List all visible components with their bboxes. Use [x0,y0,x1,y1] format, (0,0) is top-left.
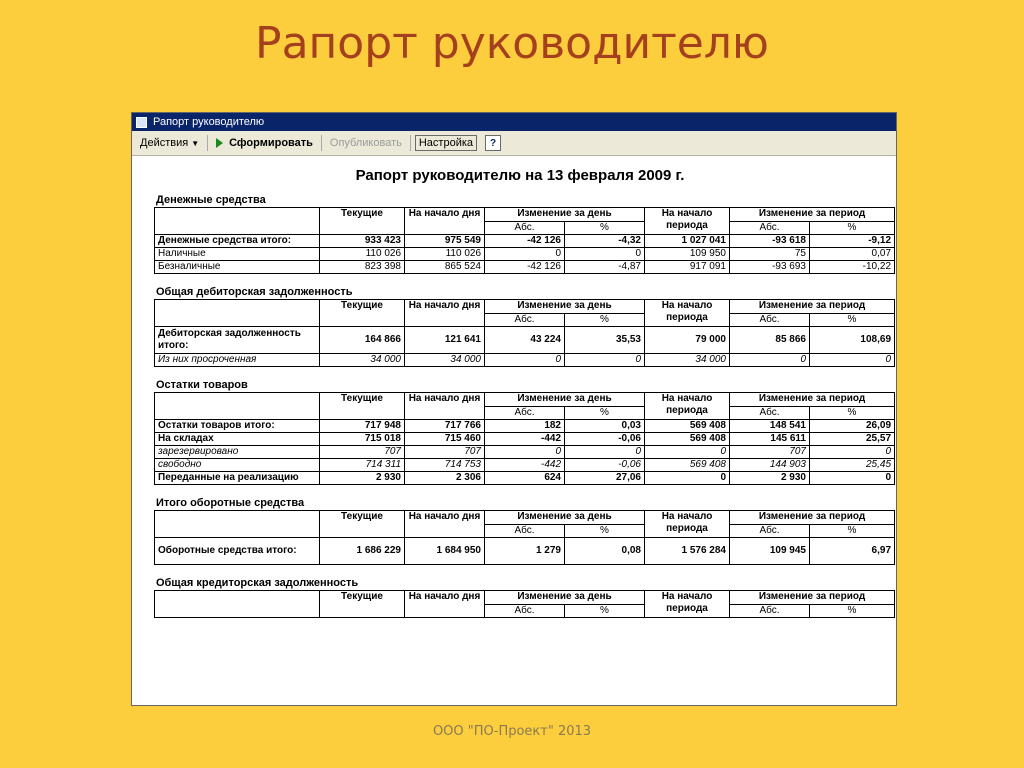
table-cell: 0 [810,446,895,459]
table-cell: -0,06 [565,433,645,446]
actions-menu[interactable] [136,135,203,151]
header-abs: Абс. [730,524,810,538]
table-row [155,235,895,248]
header-change-day: Изменение за день [485,511,645,525]
header-current: Текущие [320,511,405,538]
table-cell: 35,53 [565,327,645,354]
header-row [155,393,895,407]
header-current: Текущие [320,300,405,327]
header-period-start: На начало периода [645,208,730,235]
row-label: Денежные средства итого: [155,235,320,248]
table-cell: 569 408 [645,459,730,472]
table-cell: 0 [485,446,565,459]
table-cell: 975 549 [405,235,485,248]
table-cell: 569 408 [645,420,730,433]
settings-button[interactable]: Настройка [415,135,477,151]
table-cell: 110 026 [320,248,405,261]
row-label: зарезервировано [155,446,320,459]
table-cell: 26,09 [810,420,895,433]
table-cell: 148 541 [730,420,810,433]
table-cell: 34 000 [320,354,405,367]
header-pct: % [810,524,895,538]
table-cell: 0,03 [565,420,645,433]
row-label: Безналичные [155,261,320,274]
header-change-period: Изменение за период [730,393,895,407]
section-title: Итого оборотные средства [156,497,305,509]
table-cell: -4,87 [565,261,645,274]
help-button[interactable]: ? [485,135,501,151]
report-table [154,392,895,485]
table-cell: 0 [645,472,730,485]
report-body [144,157,896,618]
section-gap [144,565,896,577]
header-day-start: На начало дня [405,591,485,618]
toolbar [132,131,896,156]
header-row [155,300,895,314]
table-cell: 43 224 [485,327,565,354]
header-day-start: На начало дня [405,393,485,420]
table-cell: 714 753 [405,459,485,472]
table-cell: -442 [485,433,565,446]
header-period-start: На начало периода [645,300,730,327]
table-row [155,446,895,459]
header-pct: % [810,221,895,235]
section-title: Общая дебиторская задолженность [156,286,353,298]
table-cell: 25,45 [810,459,895,472]
table-cell: 707 [320,446,405,459]
table-cell: 25,57 [810,433,895,446]
header-row [155,591,895,605]
header-period-start: На начало периода [645,591,730,618]
header-change-period: Изменение за период [730,208,895,222]
table-cell: 1 686 229 [320,538,405,565]
header-pct: % [810,406,895,420]
row-label: Из них просроченная [155,354,320,367]
table-cell: 85 866 [730,327,810,354]
header-row [155,511,895,525]
header-change-day: Изменение за день [485,393,645,407]
header-pct: % [565,221,645,235]
table-cell: -442 [485,459,565,472]
table-cell: 0 [645,446,730,459]
header-blank [155,511,320,538]
header-pct: % [565,313,645,327]
table-row [155,248,895,261]
table-cell: 0 [565,354,645,367]
table-row [155,261,895,274]
header-blank [155,208,320,235]
table-cell: -4,32 [565,235,645,248]
header-abs: Абс. [485,406,565,420]
table-cell: 707 [405,446,485,459]
table-cell: 145 611 [730,433,810,446]
table-row [155,459,895,472]
table-cell: 2 306 [405,472,485,485]
table-cell: 0 [485,248,565,261]
report-sections [144,194,896,618]
header-abs: Абс. [730,406,810,420]
report-icon [136,117,147,128]
table-row [155,354,895,367]
table-cell: 717 948 [320,420,405,433]
report-title: Рапорт руководителю на 13 февраля 2009 г. [355,167,685,184]
header-blank [155,393,320,420]
table-cell: -9,12 [810,235,895,248]
table-cell: 717 766 [405,420,485,433]
table-cell: 144 903 [730,459,810,472]
header-abs: Абс. [730,313,810,327]
table-cell: 0 [810,472,895,485]
header-abs: Абс. [485,313,565,327]
table-cell: 109 945 [730,538,810,565]
row-label: Дебиторская задолженность итого: [155,327,320,354]
table-cell: -93 693 [730,261,810,274]
toolbar-divider [410,135,411,151]
table-row [155,420,895,433]
window-title: Рапорт руководителю [153,116,265,128]
header-day-start: На начало дня [405,300,485,327]
table-cell: 1 576 284 [645,538,730,565]
table-cell: 0 [565,446,645,459]
table-cell: 715 018 [320,433,405,446]
header-pct: % [810,604,895,618]
header-change-day: Изменение за день [485,208,645,222]
actions-label: Действия [140,137,189,149]
table-cell: -10,22 [810,261,895,274]
report-table [154,590,895,618]
header-pct: % [810,313,895,327]
table-cell: 1 684 950 [405,538,485,565]
header-pct: % [565,524,645,538]
header-change-period: Изменение за период [730,511,895,525]
header-period-start: На начало периода [645,393,730,420]
table-cell: 714 311 [320,459,405,472]
table-cell: -42 126 [485,261,565,274]
table-cell: 34 000 [405,354,485,367]
publish-button[interactable]: Опубликовать [329,137,402,149]
table-cell: 0 [730,354,810,367]
chevron-down-icon: ▼ [191,138,200,148]
table-cell: 2 930 [730,472,810,485]
row-label: Наличные [155,248,320,261]
header-abs: Абс. [730,221,810,235]
header-row [155,208,895,222]
window-titlebar [132,113,896,131]
table-cell: -93 618 [730,235,810,248]
row-label: свободно [155,459,320,472]
section-title: Общая кредиторская задолженность [156,577,359,589]
row-label: Переданные на реализацию [155,472,320,485]
header-abs: Абс. [485,524,565,538]
header-current: Текущие [320,208,405,235]
header-day-start: На начало дня [405,208,485,235]
play-icon [216,138,223,148]
toolbar-divider [207,135,208,151]
table-cell: -0,06 [565,459,645,472]
table-cell: 2 930 [320,472,405,485]
table-cell: 0 [565,248,645,261]
table-row [155,327,895,354]
table-row [155,433,895,446]
table-cell: 27,06 [565,472,645,485]
section-gap [144,485,896,497]
table-cell: 0,08 [565,538,645,565]
table-cell: 624 [485,472,565,485]
header-blank [155,591,320,618]
table-cell: 164 866 [320,327,405,354]
report-table [154,299,895,367]
header-pct: % [565,406,645,420]
header-blank [155,300,320,327]
table-cell: 108,69 [810,327,895,354]
header-day-start: На начало дня [405,511,485,538]
report-table [154,207,895,274]
table-cell: 109 950 [645,248,730,261]
report-table [154,510,895,565]
header-current: Текущие [320,591,405,618]
slide-title: Рапорт руководителю [255,18,769,69]
form-button[interactable] [212,135,317,151]
section-title: Денежные средства [156,194,266,206]
form-label: Сформировать [229,137,313,149]
table-cell: -42 126 [485,235,565,248]
table-cell: 34 000 [645,354,730,367]
header-change-day: Изменение за день [485,300,645,314]
table-cell: 75 [730,248,810,261]
header-abs: Абс. [485,221,565,235]
row-label: Оборотные средства итого: [155,538,320,565]
section-gap [144,274,896,286]
header-change-period: Изменение за период [730,591,895,605]
row-label: На складах [155,433,320,446]
slide-footer: ООО "ПО-Проект" 2013 [432,724,592,739]
row-label: Остатки товаров итого: [155,420,320,433]
table-cell: 1 027 041 [645,235,730,248]
table-cell: 715 460 [405,433,485,446]
header-current: Текущие [320,393,405,420]
table-cell: 707 [730,446,810,459]
table-cell: 121 641 [405,327,485,354]
section-title: Остатки товаров [156,379,248,391]
report-window [131,112,897,706]
header-change-day: Изменение за день [485,591,645,605]
table-cell: 1 279 [485,538,565,565]
table-row [155,472,895,485]
table-cell: 79 000 [645,327,730,354]
toolbar-divider [321,135,322,151]
header-change-period: Изменение за период [730,300,895,314]
header-abs: Абс. [485,604,565,618]
table-cell: 933 423 [320,235,405,248]
table-cell: 569 408 [645,433,730,446]
table-cell: 0 [810,354,895,367]
table-cell: 823 398 [320,261,405,274]
table-cell: 0,07 [810,248,895,261]
table-cell: 6,97 [810,538,895,565]
section-gap [144,367,896,379]
table-row [155,538,895,565]
table-cell: 0 [485,354,565,367]
header-pct: % [565,604,645,618]
table-cell: 182 [485,420,565,433]
header-abs: Абс. [730,604,810,618]
table-cell: 865 524 [405,261,485,274]
table-cell: 110 026 [405,248,485,261]
header-period-start: На начало периода [645,511,730,538]
table-cell: 917 091 [645,261,730,274]
